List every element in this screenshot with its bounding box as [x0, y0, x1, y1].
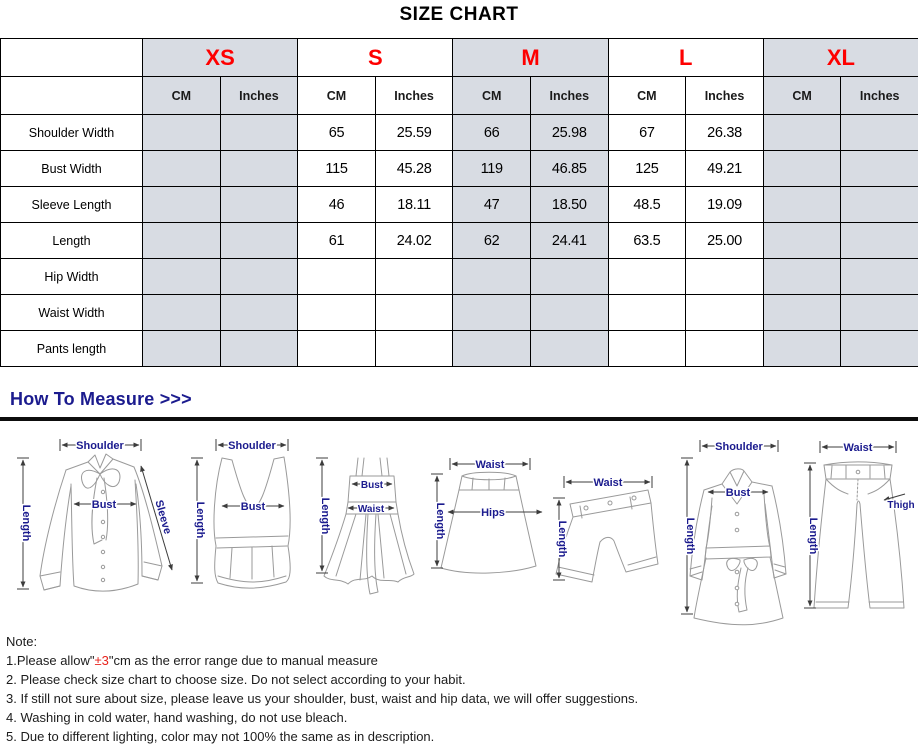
note-line-5: 5. Due to different lighting, color may not 100% the same as in description. [6, 729, 435, 744]
skirt-sketch [431, 458, 542, 573]
cell [375, 331, 453, 367]
pants-sketch [804, 441, 915, 608]
row-label: Pants length [1, 331, 143, 367]
cell [763, 151, 841, 187]
svg-text:Thigh: Thigh [887, 500, 915, 511]
cell: 48.5 [608, 187, 686, 223]
cell [220, 115, 298, 151]
cell: 65 [298, 115, 376, 151]
cell [841, 223, 918, 259]
cell [220, 151, 298, 187]
svg-text:Sleeve: Sleeve [152, 498, 174, 536]
shorts-sketch [553, 476, 658, 582]
size-header-m: M [453, 39, 608, 77]
unit-inches: Inches [841, 77, 918, 115]
cell [298, 331, 376, 367]
cell: 46 [298, 187, 376, 223]
cell: 61 [298, 223, 376, 259]
cell [841, 295, 918, 331]
cell: 25.59 [375, 115, 453, 151]
cell [220, 295, 298, 331]
cell [841, 151, 918, 187]
cell [143, 259, 221, 295]
table-row [1, 295, 918, 331]
cell: 18.50 [530, 187, 608, 223]
svg-text:Shoulder: Shoulder [228, 440, 276, 452]
page-title: SIZE CHART [399, 4, 519, 25]
cell: 19.09 [686, 187, 764, 223]
svg-text:Bust: Bust [240, 501, 266, 513]
cell [453, 295, 531, 331]
cell [143, 295, 221, 331]
row-label: Waist Width [1, 295, 143, 331]
cell: 25.98 [530, 115, 608, 151]
note-line-3: 3. If still not sure about size, please leave us your shoulder, bust, waist and hip data, we will offer suggestions. [6, 691, 639, 706]
cell [686, 331, 764, 367]
cell [841, 331, 918, 367]
svg-text:Hips: Hips [481, 507, 505, 519]
cell [608, 331, 686, 367]
cell: 62 [453, 223, 531, 259]
unit-cm: CM [763, 77, 841, 115]
cell [453, 259, 531, 295]
row-label: Hip Width [1, 259, 143, 295]
table-row [1, 223, 918, 259]
cell [530, 295, 608, 331]
how-to-measure-heading: How To Measure >>> [10, 389, 192, 409]
svg-text:Bust: Bust [360, 480, 384, 491]
size-header-xs: XS [143, 39, 298, 77]
table-row [1, 331, 918, 367]
cell: 47 [453, 187, 531, 223]
unit-inches: Inches [375, 77, 453, 115]
cell [841, 115, 918, 151]
cell [763, 115, 841, 151]
corner-cell [1, 77, 143, 115]
cell [298, 295, 376, 331]
svg-text:Length: Length [434, 502, 446, 540]
cell [841, 259, 918, 295]
corner-cell [1, 39, 143, 77]
row-label: Shoulder Width [1, 115, 143, 151]
cell: 46.85 [530, 151, 608, 187]
cell [453, 331, 531, 367]
cell: 45.28 [375, 151, 453, 187]
cell: 125 [608, 151, 686, 187]
svg-text:Bust: Bust [91, 499, 117, 511]
cell [143, 151, 221, 187]
cell [530, 331, 608, 367]
cell: 115 [298, 151, 376, 187]
table-row [1, 259, 918, 295]
coat-sketch [681, 440, 786, 625]
size-chart-table [0, 38, 918, 367]
note-line-2: 2. Please check size chart to choose size. Do not select according to your habit. [6, 672, 466, 687]
row-label: Bust Width [1, 151, 143, 187]
svg-text:Length: Length [194, 501, 206, 539]
svg-text:Shoulder: Shoulder [76, 440, 124, 452]
size-header-l: L [608, 39, 763, 77]
svg-text:Waist: Waist [357, 504, 385, 515]
notes-title: Note: [6, 634, 38, 649]
note-line-1: 1.Please allow"±3"cm as the error range due to manual measure [6, 653, 378, 668]
cell [686, 295, 764, 331]
note-line-4: 4. Washing in cold water, hand washing, do not use bleach. [6, 710, 348, 725]
notes-section [6, 632, 911, 746]
cell: 25.00 [686, 223, 764, 259]
blouse-sketch [17, 439, 173, 591]
unit-cm: CM [143, 77, 221, 115]
unit-cm: CM [608, 77, 686, 115]
unit-inches: Inches [686, 77, 764, 115]
cell: 66 [453, 115, 531, 151]
size-header-xl: XL [763, 39, 918, 77]
cell [143, 115, 221, 151]
cell [686, 259, 764, 295]
unit-header-row [1, 77, 918, 115]
size-header-s: S [298, 39, 453, 77]
svg-text:Shoulder: Shoulder [715, 441, 763, 453]
svg-text:Length: Length [20, 504, 32, 542]
row-label: Length [1, 223, 143, 259]
svg-text:Waist: Waist [843, 442, 873, 454]
cell: 24.02 [375, 223, 453, 259]
row-label: Sleeve Length [1, 187, 143, 223]
cell [763, 259, 841, 295]
unit-inches: Inches [220, 77, 298, 115]
svg-text:Waist: Waist [593, 477, 623, 489]
dress-sketch [316, 458, 414, 594]
divider-rule [0, 417, 918, 421]
cell: 49.21 [686, 151, 764, 187]
cell [220, 223, 298, 259]
cell: 63.5 [608, 223, 686, 259]
cell [608, 259, 686, 295]
svg-text:Length: Length [807, 517, 819, 555]
table-row [1, 187, 918, 223]
cell [608, 295, 686, 331]
cell [530, 259, 608, 295]
cell [220, 259, 298, 295]
cell [841, 187, 918, 223]
cell: 26.38 [686, 115, 764, 151]
svg-text:Length: Length [319, 497, 331, 535]
cell: 18.11 [375, 187, 453, 223]
size-header-row [1, 39, 918, 77]
unit-cm: CM [453, 77, 531, 115]
cell [143, 223, 221, 259]
cell: 67 [608, 115, 686, 151]
svg-text:Length: Length [556, 520, 568, 558]
cell [143, 187, 221, 223]
table-row [1, 115, 918, 151]
cell [220, 331, 298, 367]
cell: 119 [453, 151, 531, 187]
unit-cm: CM [298, 77, 376, 115]
cell [763, 331, 841, 367]
unit-inches: Inches [530, 77, 608, 115]
cell [763, 295, 841, 331]
measurement-sketches [0, 426, 918, 632]
cell [220, 187, 298, 223]
tank-top-sketch [191, 439, 290, 588]
svg-text:Waist: Waist [475, 459, 505, 471]
cell [298, 259, 376, 295]
cell [143, 331, 221, 367]
cell [375, 295, 453, 331]
cell [763, 187, 841, 223]
cell [763, 223, 841, 259]
svg-text:Length: Length [684, 517, 696, 555]
svg-text:Bust: Bust [725, 487, 751, 499]
cell [375, 259, 453, 295]
table-row [1, 151, 918, 187]
cell: 24.41 [530, 223, 608, 259]
error-range-highlight: ±3 [94, 653, 109, 668]
